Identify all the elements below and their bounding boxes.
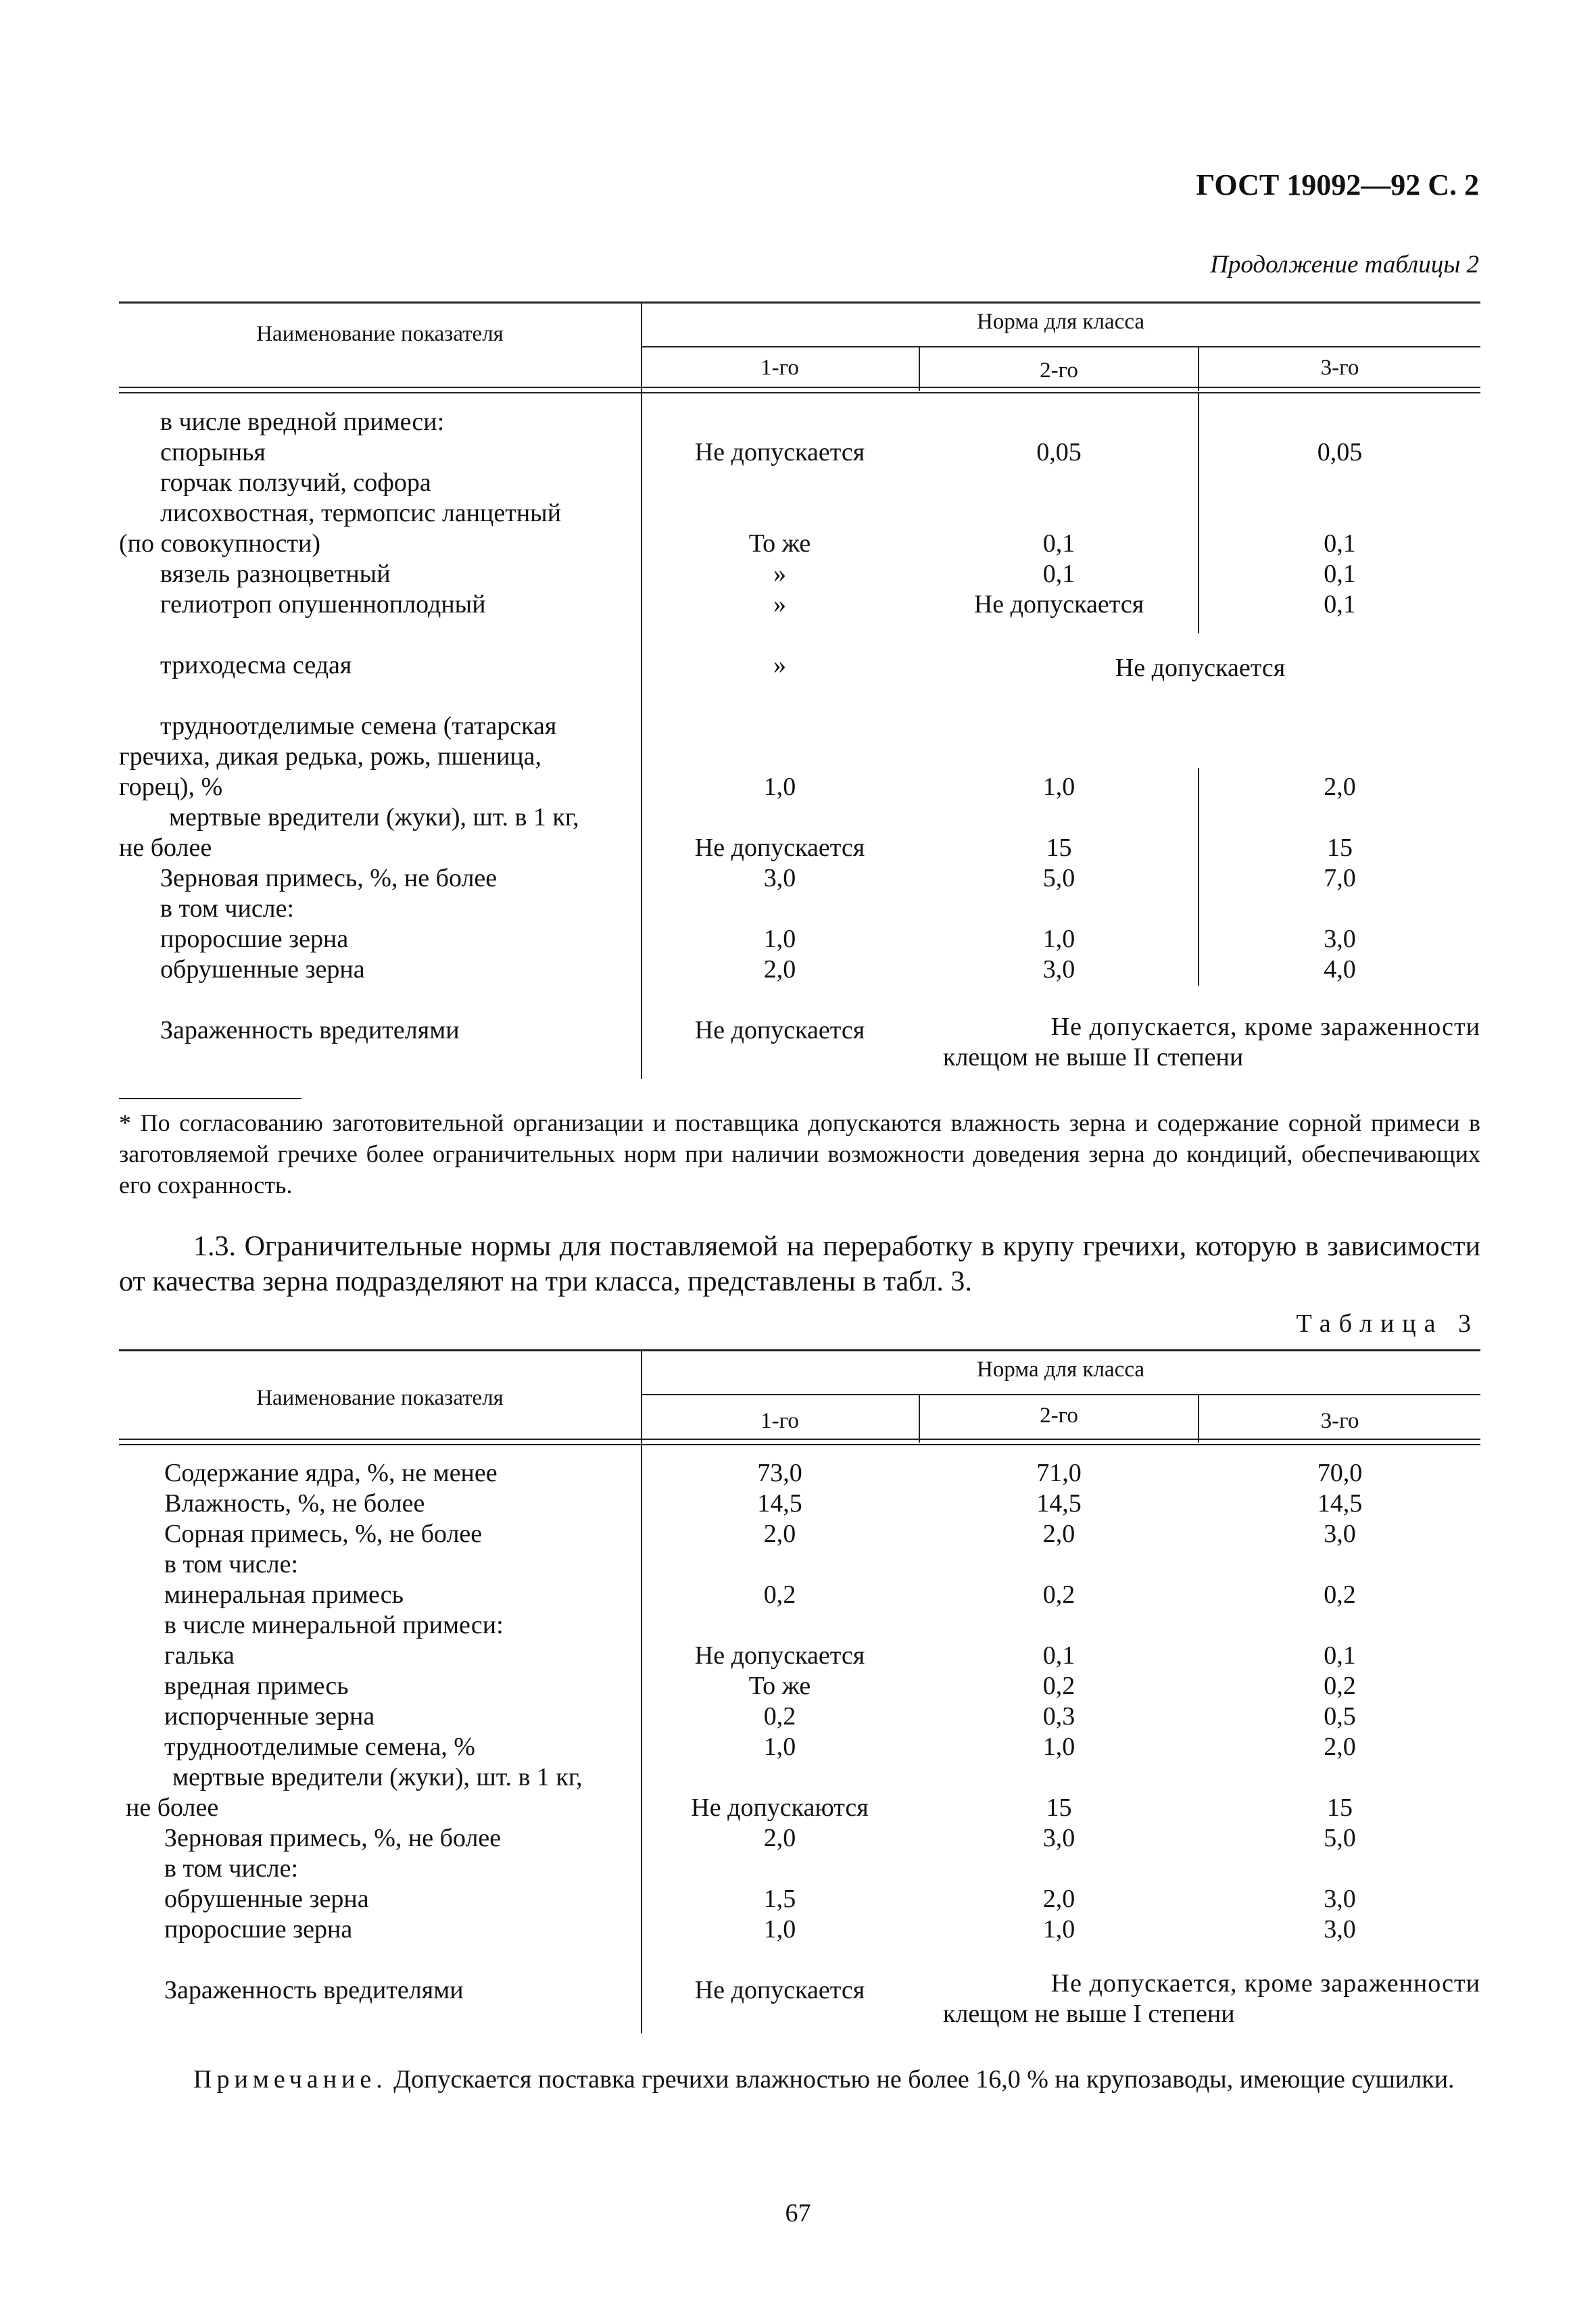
row-label: мертвые вредители (жуки), шт. в 1 кг, xyxy=(172,1763,583,1791)
row-label: испорченные зерна xyxy=(164,1702,375,1731)
cell-class-1: 1,5 xyxy=(763,1885,796,1913)
cell-class-1: Не допускается xyxy=(694,438,865,466)
cell-class-2: Не допускается xyxy=(973,590,1144,619)
cell-class-2: 0,2 xyxy=(1042,1672,1075,1700)
row-label: гелиотроп опушенноплодный xyxy=(160,590,486,619)
cell-class-2: 15 xyxy=(1046,834,1072,862)
table-top-rule xyxy=(119,301,1480,304)
table-note xyxy=(119,2063,1480,2096)
cell-class-1: 2,0 xyxy=(763,1824,796,1852)
cell-class-3: 15 xyxy=(1327,1793,1353,1822)
column-header-norm: Норма для класса xyxy=(976,310,1145,334)
cell-class-1: » xyxy=(773,651,786,679)
cell-class-3: 5,0 xyxy=(1324,1824,1356,1852)
column-header-class-3: 3-го xyxy=(1320,356,1359,380)
row-label: галька xyxy=(164,1641,235,1670)
cell-class-1: » xyxy=(773,590,786,619)
cell-class-2: 5,0 xyxy=(1042,864,1075,892)
cell-class-3: 3,0 xyxy=(1324,1520,1356,1548)
row-label: в числе минеральной примеси: xyxy=(164,1611,504,1639)
row-label: проросшие зерна xyxy=(160,925,349,953)
row-label: минеральная примесь xyxy=(164,1581,404,1609)
cell-class-1: » xyxy=(773,560,786,588)
row-label: горец), % xyxy=(119,773,223,801)
row-label: Зараженность вредителями xyxy=(164,1976,464,2004)
row-label: Содержание ядра, %, не менее xyxy=(164,1459,498,1487)
cell-class-3: 3,0 xyxy=(1324,925,1356,953)
row-label: Зараженность вредителями xyxy=(160,1016,460,1044)
row-label: обрушенные зерна xyxy=(164,1885,369,1913)
row-label: (по совокупности) xyxy=(119,529,321,558)
cell-class-2: 1,0 xyxy=(1042,773,1075,801)
table-3-caption: Таблица 3 xyxy=(1296,1309,1479,1338)
column-header-class-2: 2-го xyxy=(1040,358,1078,383)
column-header-name: Наименование показателя xyxy=(256,322,504,346)
table-continuation-label: Продолжение таблицы 2 xyxy=(1210,251,1479,279)
cell-class-2: 0,3 xyxy=(1042,1702,1075,1731)
cell-class-1: 1,0 xyxy=(763,925,796,953)
cell-class-2: 1,0 xyxy=(1042,925,1075,953)
cell-class-2: 3,0 xyxy=(1042,955,1075,984)
cell-class-3: 2,0 xyxy=(1324,773,1356,801)
cell-class-3: 0,1 xyxy=(1324,560,1356,588)
class-header-rule xyxy=(641,346,1480,347)
column-header-name: Наименование показателя xyxy=(256,1386,504,1410)
cell-class-2: 0,1 xyxy=(1042,1641,1075,1670)
cell-class-3: 3,0 xyxy=(1324,1915,1356,1944)
cell-class-3: 2,0 xyxy=(1324,1733,1356,1761)
row-label: Сорная примесь, %, не более xyxy=(164,1520,483,1548)
row-label: в числе вредной примеси: xyxy=(160,408,445,436)
row-label: Зерновая примесь, %, не более xyxy=(164,1824,502,1852)
cell-class-2: 1,0 xyxy=(1042,1733,1075,1761)
cell-class-2-3-merged-line-1: Не допускается, кроме зараженности xyxy=(1050,1013,1480,1041)
column-header-class-1: 1-го xyxy=(760,1409,799,1433)
cell-class-3: 0,05 xyxy=(1317,438,1363,466)
cell-class-3: 0,1 xyxy=(1324,590,1356,619)
cell-class-1: 0,2 xyxy=(763,1581,796,1609)
cell-class-2: 15 xyxy=(1046,1793,1072,1822)
column-header-norm: Норма для класса xyxy=(976,1357,1145,1382)
cell-class-3: 0,1 xyxy=(1324,529,1356,558)
row-label: вязель разноцветный xyxy=(160,560,391,588)
cell-class-3: 7,0 xyxy=(1324,864,1356,892)
cell-class-2-3-merged-line-2: клещом не выше II степени xyxy=(943,1043,1244,1071)
column-header-class-3: 3-го xyxy=(1320,1409,1359,1433)
cell-class-2: 2,0 xyxy=(1042,1885,1075,1913)
cell-class-1: 2,0 xyxy=(763,955,796,984)
cell-class-3: 0,2 xyxy=(1324,1581,1356,1609)
row-label: мертвые вредители (жуки), шт. в 1 кг, xyxy=(169,803,579,831)
cell-class-1: 1,0 xyxy=(763,773,796,801)
cell-class-1: 1,0 xyxy=(763,1915,796,1944)
row-label: Зерновая примесь, %, не более xyxy=(160,864,498,892)
cell-class-2: 0,05 xyxy=(1036,438,1082,466)
cell-class-3: 14,5 xyxy=(1317,1489,1363,1518)
row-label: трудноотделимые семена (татарская xyxy=(160,712,557,740)
cell-class-1: Не допускается xyxy=(694,1016,865,1044)
row-label: вредная примесь xyxy=(164,1672,349,1700)
paragraph-1-3: 1.3. Ограничительные нормы для поставляемой на переработку в крупу гречихи, которую в зависимости от качества зерна подразделяют на три класса, представлены в табл. 3. xyxy=(119,1231,1480,1297)
header-double-rule-2 xyxy=(119,392,1480,393)
row-label: гречиха, дикая редька, рожь, пшеница, xyxy=(119,742,541,771)
row-label: в том числе: xyxy=(164,1550,299,1578)
cell-class-1: Не допускается xyxy=(694,1976,865,2004)
row-label: проросшие зерна xyxy=(164,1915,353,1944)
footnote: * По согласованию заготовительной организации и поставщика допускаются влажность зерна и содержание сорной примеси в заготовляемой гречихе более ограничительных норм при наличии возможности доведения зерна до кондиций, обеспечивающих его сохранность. xyxy=(119,1109,1480,1199)
cell-class-1: Не допускаются xyxy=(691,1793,869,1822)
row-label: лисохвостная, термопсис ланцетный xyxy=(160,499,562,527)
cell-class-1: Не допускается xyxy=(694,834,865,862)
cell-class-3: 15 xyxy=(1327,834,1353,862)
cell-class-2: 14,5 xyxy=(1036,1489,1082,1518)
table-top-rule xyxy=(119,1349,1480,1351)
header-double-rule-1 xyxy=(119,1439,1480,1440)
cell-class-1: 73,0 xyxy=(757,1459,802,1487)
row-label: в том числе: xyxy=(164,1854,299,1883)
cell-class-2: 3,0 xyxy=(1042,1824,1075,1852)
cell-class-3: 70,0 xyxy=(1317,1459,1363,1487)
cell-class-2: 1,0 xyxy=(1042,1915,1075,1944)
cell-class-2: 0,2 xyxy=(1042,1581,1075,1609)
class-header-rule xyxy=(641,1394,1480,1395)
row-label: в том числе: xyxy=(160,894,295,923)
column-header-class-2: 2-го xyxy=(1040,1403,1078,1428)
row-label: Влажность, %, не более xyxy=(164,1489,425,1518)
cell-class-2-3-merged-line-2: клещом не выше I степени xyxy=(943,2000,1235,2028)
cell-class-1: Не допускается xyxy=(694,1641,865,1670)
cell-class-2: 0,1 xyxy=(1042,529,1075,558)
cell-class-1: 1,0 xyxy=(763,1733,796,1761)
row-label: не более xyxy=(126,1793,219,1822)
header-double-rule-2 xyxy=(119,1444,1480,1445)
cell-class-1: То же xyxy=(748,1672,811,1700)
column-header-class-1: 1-го xyxy=(760,356,799,380)
row-label: горчак ползучий, софора xyxy=(160,468,431,497)
cell-class-2: 71,0 xyxy=(1036,1459,1082,1487)
cell-class-3: 3,0 xyxy=(1324,1885,1356,1913)
cell-class-1: То же xyxy=(748,529,811,558)
header-double-rule-1 xyxy=(119,387,1480,388)
row-label: обрушенные зерна xyxy=(160,955,365,984)
cell-class-2: 2,0 xyxy=(1042,1520,1075,1548)
document-header: ГОСТ 19092—92 С. 2 xyxy=(1196,168,1479,201)
cell-class-3: 0,1 xyxy=(1324,1641,1356,1670)
cell-class-2-3-merged: Не допускается xyxy=(1115,654,1286,682)
cell-class-1: 2,0 xyxy=(763,1520,796,1548)
note-text: Допускается поставка гречихи влажностью не более 16,0 % на крупозаводы, имеющие сушилки. xyxy=(387,2065,1455,2094)
page-number: 67 xyxy=(785,2199,811,2227)
row-label: спорынья xyxy=(160,438,266,466)
cell-class-3: 4,0 xyxy=(1324,955,1356,984)
cell-class-3: 0,5 xyxy=(1324,1702,1356,1731)
footnote-separator xyxy=(119,1098,301,1099)
cell-class-1: 0,2 xyxy=(763,1702,796,1731)
cell-class-3: 0,2 xyxy=(1324,1672,1356,1700)
cell-class-2: 0,1 xyxy=(1042,560,1075,588)
row-label: трудноотделимые семена, % xyxy=(164,1733,475,1761)
cell-class-1: 14,5 xyxy=(757,1489,802,1518)
cell-class-2-3-merged-line-1: Не допускается, кроме зараженности xyxy=(1050,1969,1480,1998)
cell-class-1: 3,0 xyxy=(763,864,796,892)
row-label: не более xyxy=(119,834,212,862)
note-lead: Примечание. xyxy=(193,2065,387,2094)
row-label: триходесма седая xyxy=(160,651,352,679)
